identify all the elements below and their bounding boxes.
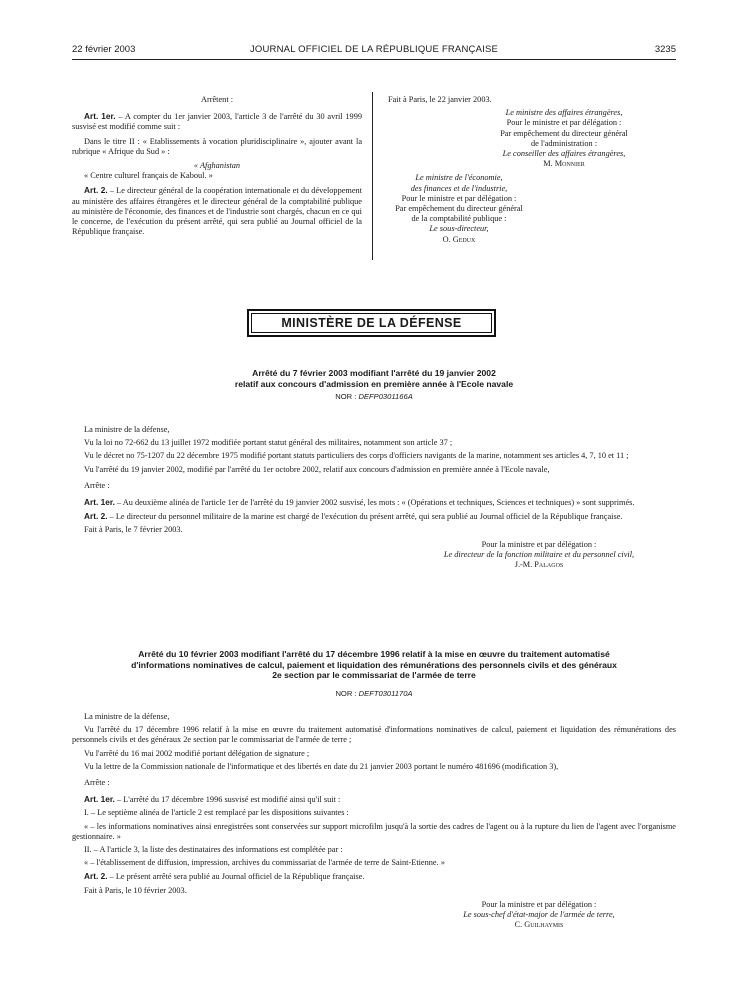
- header-journal-title: JOURNAL OFFICIEL DE LA RÉPUBLIQUE FRANÇAISE: [249, 44, 499, 55]
- arrete1-nor: [72, 392, 676, 401]
- arrete1-arrete: Arrête :: [84, 480, 110, 490]
- arrete1-sig-line3: J.-M. Palagos: [514, 560, 564, 570]
- arrete2-art2-text: – Le présent arrêté sera publié au Journal officiel de la République française.: [107, 872, 365, 882]
- sig1-line2: Pour le ministre et par délégation :: [506, 118, 622, 128]
- top-art2-label: Art. 2.: [84, 185, 108, 196]
- arrete1-art2-text: – Le directeur du personnel militaire de la marine est chargé de l'exécution du présent arrêté, qui sera publié au Journal officiel de la République française.: [107, 512, 623, 522]
- arrete1-p4: Vu l'arrêté du 19 janvier 2002, modifié par l'arrêté du 1er octobre 2002, relatif aux concours d'admission en première année à l'Ecole navale,: [84, 464, 550, 474]
- arrete1-sig-line2: Le directeur de la fonction militaire et du personnel civil,: [443, 549, 635, 559]
- arrete2-title-line3: 2e section par le commissariat de l'armée de terre: [272, 670, 476, 680]
- arrete2-p1: La ministre de la défense,: [84, 712, 170, 721]
- header-date: 22 février 2003: [72, 44, 136, 55]
- top-right-column: [384, 95, 674, 245]
- arrete1-nor-label: NOR :: [335, 392, 359, 401]
- afghanistan-line: « Afghanistan: [193, 161, 241, 171]
- arrete1-title: [72, 368, 676, 401]
- page-header: [72, 44, 676, 58]
- arrete2-sig-line3: C. Guilhaymis: [514, 920, 564, 930]
- arrete1-title-line1: Arrêté du 7 février 2003 modifiant l'arrêté du 19 janvier 2002: [252, 368, 496, 378]
- arrete1-p1: La ministre de la défense,: [84, 425, 170, 434]
- arrete1-signature: [402, 540, 676, 571]
- arrete2-signature: [402, 900, 676, 931]
- arrete1-sig-line1: Pour la ministre et par délégation :: [481, 539, 597, 549]
- arrete1-fait: Fait à Paris, le 7 février 2003.: [84, 525, 183, 535]
- arrete2-title-line1: Arrêté du 10 février 2003 modifiant l'arrêté du 17 décembre 1996 relatif à la mise en œuvre du traitement automatisé: [138, 649, 610, 659]
- arrete2-nor-value: DEFT0301170A: [358, 688, 413, 698]
- arrete2-item2: II. – A l'article 3, la liste des destinataires des informations est complétée par :: [84, 845, 343, 855]
- sig2-line3: Pour le ministre et par délégation :: [401, 193, 517, 203]
- arrete2-art1: [72, 794, 676, 805]
- centre-line: « Centre culturel français de Kaboul. »: [84, 171, 213, 181]
- arrete1-title-line2: relatif aux concours d'admission en première année à l'Ecole navale: [234, 378, 514, 389]
- sig1-line5: Le conseiller des affaires étrangères,: [502, 149, 626, 159]
- top-art1-text: – A compter du 1er janvier 2003, l'article 3 de l'arrêté du 30 avril 1999 susvisé est modifié comme suit :: [72, 112, 362, 132]
- arrete1-art2: [72, 511, 676, 522]
- sig1-line6: M. Monnier: [543, 159, 585, 169]
- arrete2-sig-line2: Le sous-chef d'état-major de l'armée de terre,: [463, 910, 615, 920]
- signature-block-1: [454, 108, 674, 169]
- top-art1-label: Art. 1er.: [84, 111, 116, 122]
- arrete1-body: [72, 425, 676, 570]
- arretent-label: Arrêtent :: [200, 95, 234, 104]
- arrete2-nor-label: NOR :: [335, 688, 359, 698]
- arrete2-p3: Vu l'arrêté du 16 mai 2002 modifié portant délégation de signature ;: [84, 748, 310, 758]
- arrete2-title: [72, 649, 676, 698]
- arrete2-p4: Vu la lettre de la Commission nationale de l'informatique et des libertés en date du 21 janvier 2003 portant le numéro 481696 (modification 3),: [84, 761, 559, 771]
- header-rule: [72, 59, 676, 60]
- column-divider: [372, 92, 373, 260]
- arrete2-fait: Fait à Paris, le 10 février 2003.: [84, 885, 187, 895]
- arrete1-nor-value: DEFP0301166A: [358, 392, 413, 401]
- sig2-line1: Le ministre de l'économie,: [415, 173, 503, 183]
- arrete1-p3: Vu le décret no 75-1207 du 22 décembre 1975 modifié portant statuts particuliers des corps d'officiers navigants de la marine, notamment ses articles 4, 7, 10 et 11 ;: [84, 451, 629, 461]
- arrete2-art2-label: Art. 2.: [84, 871, 108, 882]
- ministry-heading-box: MINISTÈRE DE LA DÉFENSE: [247, 309, 496, 337]
- sig2-line7: O. Gedux: [442, 234, 476, 244]
- sig2-line6: Le sous-directeur,: [429, 224, 489, 234]
- arrete2-title-line2: d'informations nominatives de calcul, paiement et liquidation des rémunérations des personnels civils et des généraux: [131, 659, 617, 670]
- signature-block-2: [384, 173, 534, 244]
- arrete1-art1-text: – Au deuxième alinéa de l'article 1er de l'arrêté du 19 janvier 2002 susvisé, les mots : « (Opérations et techniques, Sciences et techniques) » sont supprimés.: [114, 498, 635, 508]
- arrete2-item1: I. – Le septième alinéa de l'article 2 est remplacé par les dispositions suivantes :: [84, 808, 349, 818]
- arrete2-art1-label: Art. 1er.: [84, 794, 115, 805]
- arrete1-art1: [72, 497, 676, 508]
- arrete2-body: [72, 712, 676, 930]
- arrete2-nor: [72, 689, 676, 698]
- top-art2-text: – Le directeur général de la coopération internationale et du développement au ministère des affaires étrangères et le directeur général de la comptabilité publique au ministère de l'économie, des finances et de l'industrie sont chargés, chacun en ce qui le concerne, de l'exécution du présent arrêté, qui sera publié au Journal officiel de la République française.: [72, 186, 362, 237]
- top-art1: [72, 111, 362, 132]
- sig1-line1: Le ministre des affaires étrangères,: [505, 108, 623, 118]
- arrete2-art1-text: – L'arrêté du 17 décembre 1996 susvisé est modifié ainsi qu'il suit :: [114, 795, 341, 805]
- arrete2-sig-line1: Pour la ministre et par délégation :: [481, 899, 597, 909]
- top-left-column: [72, 95, 362, 241]
- arrete1-art1-label: Art. 1er.: [84, 497, 115, 508]
- header-page-number: 3235: [654, 44, 676, 55]
- sig2-line5: de la comptabilité publique :: [411, 214, 507, 224]
- arrete1-art2-label: Art. 2.: [84, 511, 108, 522]
- arrete2-item2-quote: « – l'établissement de diffusion, impression, archives du commissariat de l'armée de terre de Saint-Etienne. »: [84, 858, 445, 868]
- top-fait: Fait à Paris, le 22 janvier 2003.: [388, 95, 492, 104]
- arrete2-item1-quote: « – les informations nominatives ainsi enregistrées sont conservées sur support microfilm jusqu'à la sortie des cadres de l'agent ou à la rupture du lien de l'agent avec l'organisme gestionnaire. »: [72, 821, 676, 841]
- sig2-line4: Par empêchement du directeur général: [395, 204, 523, 214]
- top-art2: [72, 185, 362, 237]
- arrete2-p2: Vu l'arrêté du 17 décembre 1996 relatif à la mise en œuvre du traitement automatisé d'informations nominatives de calcul, paiement et liquidation des rémunérations des personnels civils et des généraux 2e section par le commissariat de l'armée de terre ;: [72, 725, 676, 745]
- arrete2-arrete: Arrête :: [84, 778, 110, 788]
- arrete1-p2: Vu la loi no 72-662 du 13 juillet 1972 modifiée portant statut général des militaires, notamment son article 37 ;: [84, 438, 453, 448]
- titre2-paragraph: Dans le titre II : « Etablissements à vocation pluridisciplinaire », ajouter avant la rubrique « Afrique du Sud » :: [72, 136, 362, 156]
- arrete2-art2: [72, 871, 676, 882]
- sig1-line4: de l'administration :: [530, 138, 597, 148]
- sig2-line2: des finances et de l'industrie,: [410, 183, 508, 193]
- sig1-line3: Par empêchement du directeur général: [500, 128, 628, 138]
